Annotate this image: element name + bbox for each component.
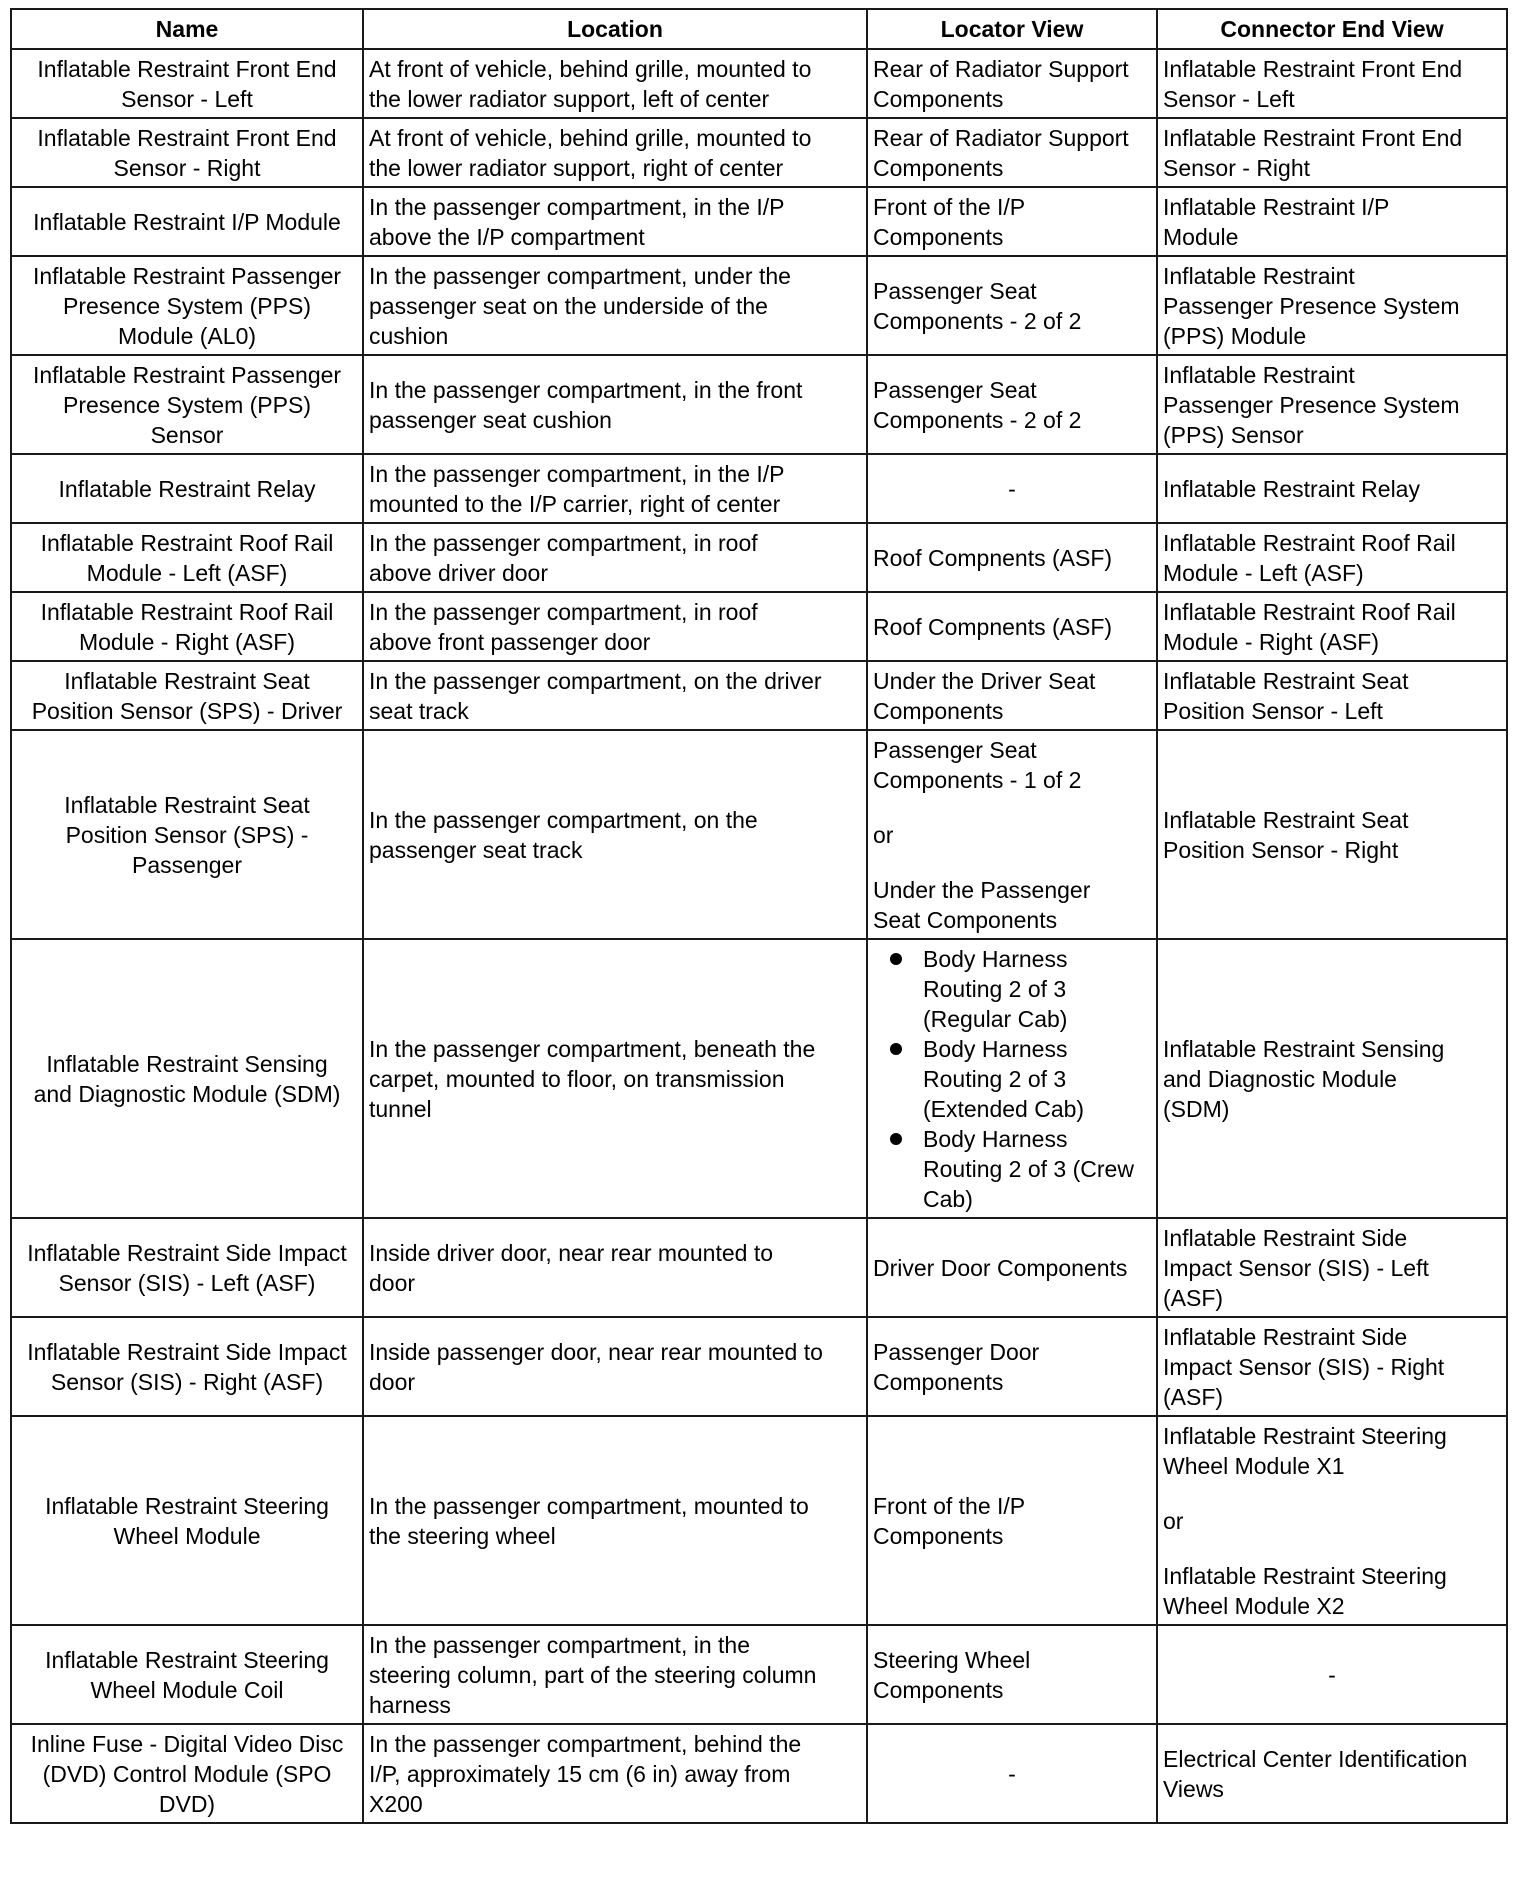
table-row xyxy=(11,49,1507,118)
cell-line: harness xyxy=(369,1692,451,1718)
cell-line: In the passenger compartment, in the xyxy=(369,1632,750,1658)
cell-line: Inflatable Restraint Side Impact xyxy=(27,1240,347,1266)
cell-line: Passenger xyxy=(132,852,242,878)
cell-line: Roof Compnents (ASF) xyxy=(873,614,1113,640)
cell-line: Module - Right (ASF) xyxy=(1163,629,1380,655)
table-row xyxy=(11,355,1507,454)
cell-locator-view xyxy=(867,454,1157,523)
cell-line: Steering Wheel xyxy=(873,1647,1031,1673)
cell-line: the lower radiator support, right of center xyxy=(369,155,784,181)
cell-line: Passenger Presence System xyxy=(1163,293,1460,319)
cell-line: Passenger Seat xyxy=(873,377,1037,403)
cell-line: At front of vehicle, behind grille, mounted to xyxy=(369,56,812,82)
cell-line: passenger seat on the underside of the xyxy=(369,293,768,319)
cell-name xyxy=(11,1724,363,1823)
cell-locator-view xyxy=(867,49,1157,118)
cell-line: Inflatable Restraint Steering xyxy=(1163,1423,1447,1449)
cell-location xyxy=(363,939,867,1218)
cell-connector-end-view xyxy=(1157,118,1507,187)
cell-name xyxy=(11,661,363,730)
cell-connector-end-view xyxy=(1157,355,1507,454)
cell-line: In the passenger compartment, mounted to xyxy=(369,1493,809,1519)
cell-line: Inline Fuse - Digital Video Disc xyxy=(30,1731,344,1757)
cell-line: Cab) xyxy=(923,1186,973,1212)
cell-location xyxy=(363,592,867,661)
cell-locator-view xyxy=(867,118,1157,187)
cell-line: Impact Sensor (SIS) - Left xyxy=(1163,1255,1429,1281)
cell-locator-view xyxy=(867,592,1157,661)
cell-name xyxy=(11,355,363,454)
cell-line: Presence System (PPS) xyxy=(63,293,311,319)
table-row xyxy=(11,1625,1507,1724)
cell-line: X200 xyxy=(369,1791,423,1817)
cell-connector-end-view xyxy=(1157,1724,1507,1823)
cell-line: Passenger Seat xyxy=(873,278,1037,304)
cell-connector-end-view xyxy=(1157,49,1507,118)
table-row xyxy=(11,661,1507,730)
bullet-item xyxy=(873,1034,1151,1124)
cell-line: cushion xyxy=(369,323,449,349)
cell-line: above the I/P compartment xyxy=(369,224,645,250)
cell-line: Passenger Seat xyxy=(873,737,1037,763)
table-row xyxy=(11,118,1507,187)
cell-connector-end-view xyxy=(1157,939,1507,1218)
cell-line: Front of the I/P xyxy=(873,194,1026,220)
header-connector-end-view: Connector End View xyxy=(1157,9,1507,49)
cell-line: Routing 2 of 3 (Crew xyxy=(923,1156,1134,1182)
cell-line: - xyxy=(1008,476,1016,502)
cell-location xyxy=(363,1218,867,1317)
cell-line: Inflatable Restraint Side xyxy=(1163,1324,1408,1350)
line-spacer xyxy=(1163,1481,1501,1506)
cell-line: Inflatable Restraint Relay xyxy=(58,476,316,502)
table-row xyxy=(11,187,1507,256)
cell-line: Position Sensor (SPS) - Driver xyxy=(31,698,343,724)
cell-locator-view xyxy=(867,187,1157,256)
cell-line: Inflatable Restraint Front End xyxy=(1163,125,1463,151)
cell-line: Inflatable Restraint Steering xyxy=(45,1647,329,1673)
cell-line: Passenger Presence System xyxy=(1163,392,1460,418)
cell-line: (ASF) xyxy=(1163,1285,1224,1311)
cell-connector-end-view xyxy=(1157,1218,1507,1317)
component-locator-table xyxy=(10,8,1508,1824)
cell-line: Rear of Radiator Support xyxy=(873,56,1129,82)
cell-location xyxy=(363,49,867,118)
cell-line: Passenger Door xyxy=(873,1339,1040,1365)
cell-locator-view xyxy=(867,523,1157,592)
line-spacer xyxy=(1163,1536,1501,1561)
cell-line: Components xyxy=(873,224,1004,250)
cell-connector-end-view xyxy=(1157,1625,1507,1724)
cell-location xyxy=(363,1724,867,1823)
cell-connector-end-view xyxy=(1157,730,1507,939)
cell-line: - xyxy=(1328,1662,1336,1688)
cell-line: Inflatable Restraint Steering xyxy=(1163,1563,1447,1589)
cell-line: the steering wheel xyxy=(369,1523,556,1549)
cell-line: the lower radiator support, left of center xyxy=(369,86,770,112)
table-row xyxy=(11,256,1507,355)
cell-line: - xyxy=(1008,1761,1016,1787)
cell-locator-view xyxy=(867,661,1157,730)
cell-line: Rear of Radiator Support xyxy=(873,125,1129,151)
cell-line: Seat Components xyxy=(873,907,1058,933)
cell-line: Inflatable Restraint Side Impact xyxy=(27,1339,347,1365)
cell-name xyxy=(11,1317,363,1416)
bullet-item xyxy=(873,1124,1151,1214)
line-spacer xyxy=(873,850,1151,875)
cell-line: Module - Right (ASF) xyxy=(78,629,295,655)
cell-name xyxy=(11,49,363,118)
cell-line: In the passenger compartment, in the I/P xyxy=(369,194,785,220)
cell-line: Body Harness xyxy=(923,1126,1068,1152)
cell-line: I/P, approximately 15 cm (6 in) away from xyxy=(369,1761,791,1787)
cell-line: Module - Left (ASF) xyxy=(1163,560,1364,586)
cell-name xyxy=(11,256,363,355)
cell-line: (ASF) xyxy=(1163,1384,1224,1410)
cell-line: Module (AL0) xyxy=(117,323,257,349)
bullet-dot-icon xyxy=(890,1133,902,1145)
cell-line: Inside driver door, near rear mounted to xyxy=(369,1240,774,1266)
cell-line: Inflatable Restraint I/P Module xyxy=(33,209,341,235)
cell-line: Inflatable Restraint Roof Rail xyxy=(40,599,334,625)
cell-line: door xyxy=(369,1369,416,1395)
cell-line: Wheel Module Coil xyxy=(90,1677,284,1703)
cell-line: Components xyxy=(873,698,1004,724)
cell-line: (DVD) Control Module (SPO xyxy=(42,1761,332,1787)
cell-line: Inflatable Restraint xyxy=(1163,263,1355,289)
cell-line: Sensor (SIS) - Left (ASF) xyxy=(58,1270,316,1296)
cell-line: Inflatable Restraint I/P xyxy=(1163,194,1390,220)
cell-name xyxy=(11,1218,363,1317)
cell-line: door xyxy=(369,1270,416,1296)
cell-line: Position Sensor (SPS) - xyxy=(65,822,309,848)
cell-line: Inflatable Restraint Seat xyxy=(64,792,310,818)
cell-name xyxy=(11,523,363,592)
cell-line: Components xyxy=(873,1369,1004,1395)
table-header-row xyxy=(11,9,1507,49)
table-row xyxy=(11,1218,1507,1317)
cell-line: Views xyxy=(1163,1776,1224,1802)
cell-line: Components - 2 of 2 xyxy=(873,308,1082,334)
cell-name xyxy=(11,592,363,661)
cell-line: Inflatable Restraint Relay xyxy=(1163,476,1420,502)
cell-line: Impact Sensor (SIS) - Right xyxy=(1163,1354,1445,1380)
cell-location xyxy=(363,661,867,730)
cell-line: Inflatable Restraint Side xyxy=(1163,1225,1408,1251)
cell-line: or xyxy=(873,822,894,848)
bullet-dot-icon xyxy=(890,1043,902,1055)
cell-line: Components - 1 of 2 xyxy=(873,767,1082,793)
cell-location xyxy=(363,454,867,523)
cell-line: Components xyxy=(873,1677,1004,1703)
cell-locator-view xyxy=(867,256,1157,355)
cell-line: Sensor (SIS) - Right (ASF) xyxy=(50,1369,324,1395)
cell-line: above driver door xyxy=(369,560,548,586)
cell-line: In the passenger compartment, on the xyxy=(369,807,758,833)
cell-connector-end-view xyxy=(1157,523,1507,592)
cell-line: Position Sensor - Left xyxy=(1163,698,1383,724)
cell-line: Under the Passenger xyxy=(873,877,1091,903)
cell-location xyxy=(363,118,867,187)
cell-name xyxy=(11,1416,363,1625)
line-spacer xyxy=(873,795,1151,820)
cell-line: Inflatable Restraint Front End xyxy=(1163,56,1463,82)
cell-locator-view xyxy=(867,939,1157,1218)
cell-line: Inflatable Restraint Front End xyxy=(37,56,337,82)
cell-line: In the passenger compartment, beneath the xyxy=(369,1036,816,1062)
table-row xyxy=(11,454,1507,523)
cell-line: Inflatable Restraint xyxy=(1163,362,1355,388)
cell-line: Inflatable Restraint Steering xyxy=(45,1493,329,1519)
cell-line: (PPS) Module xyxy=(1163,323,1307,349)
cell-line: Wheel Module xyxy=(113,1523,261,1549)
cell-line: or xyxy=(1163,1508,1184,1534)
cell-line: Inflatable Restraint Passenger xyxy=(32,362,342,388)
cell-line: Inflatable Restraint Sensing xyxy=(46,1051,328,1077)
cell-location xyxy=(363,1317,867,1416)
cell-line: Inflatable Restraint Front End xyxy=(37,125,337,151)
table-row xyxy=(11,523,1507,592)
cell-line: In the passenger compartment, on the driver xyxy=(369,668,822,694)
cell-locator-view xyxy=(867,730,1157,939)
bullet-item xyxy=(873,944,1151,1034)
cell-line: In the passenger compartment, in roof xyxy=(369,599,758,625)
cell-name xyxy=(11,939,363,1218)
cell-line: Body Harness xyxy=(923,946,1068,972)
table-row xyxy=(11,592,1507,661)
cell-location xyxy=(363,1625,867,1724)
cell-line: mounted to the I/P carrier, right of center xyxy=(369,491,781,517)
cell-line: DVD) xyxy=(158,1791,216,1817)
cell-line: Sensor - Left xyxy=(121,86,253,112)
cell-line: passenger seat track xyxy=(369,837,583,863)
table-row xyxy=(11,939,1507,1218)
cell-line: passenger seat cushion xyxy=(369,407,612,433)
cell-line: Components xyxy=(873,1523,1004,1549)
cell-line: tunnel xyxy=(369,1096,432,1122)
cell-line: In the passenger compartment, in roof xyxy=(369,530,758,556)
cell-location xyxy=(363,730,867,939)
cell-line: In the passenger compartment, behind the xyxy=(369,1731,802,1757)
cell-line: Position Sensor - Right xyxy=(1163,837,1399,863)
header-name: Name xyxy=(11,9,363,49)
cell-location xyxy=(363,523,867,592)
cell-locator-view xyxy=(867,355,1157,454)
cell-line: steering column, part of the steering column xyxy=(369,1662,817,1688)
table-row xyxy=(11,1317,1507,1416)
cell-line: Roof Compnents (ASF) xyxy=(873,545,1113,571)
cell-line: Wheel Module X2 xyxy=(1163,1593,1345,1619)
cell-line: Sensor - Left xyxy=(1163,86,1295,112)
cell-line: Inflatable Restraint Roof Rail xyxy=(1163,599,1456,625)
header-locator-view: Locator View xyxy=(867,9,1157,49)
cell-line: In the passenger compartment, under the xyxy=(369,263,791,289)
cell-line: Electrical Center Identification xyxy=(1163,1746,1468,1772)
cell-name xyxy=(11,118,363,187)
cell-connector-end-view xyxy=(1157,1317,1507,1416)
cell-line: Routing 2 of 3 xyxy=(923,976,1067,1002)
cell-line: Inflatable Restraint Sensing xyxy=(1163,1036,1445,1062)
cell-line: Inside passenger door, near rear mounted to xyxy=(369,1339,823,1365)
cell-connector-end-view xyxy=(1157,592,1507,661)
cell-locator-view xyxy=(867,1416,1157,1625)
cell-connector-end-view xyxy=(1157,661,1507,730)
table-body xyxy=(11,49,1507,1823)
cell-connector-end-view xyxy=(1157,454,1507,523)
header-location: Location xyxy=(363,9,867,49)
cell-locator-view xyxy=(867,1317,1157,1416)
cell-line: Inflatable Restraint Passenger xyxy=(32,263,342,289)
cell-name xyxy=(11,1625,363,1724)
cell-line: Inflatable Restraint Seat xyxy=(1163,668,1409,694)
cell-line: and Diagnostic Module xyxy=(1163,1066,1397,1092)
cell-line: Front of the I/P xyxy=(873,1493,1026,1519)
cell-line: Inflatable Restraint Seat xyxy=(1163,807,1409,833)
cell-line: Inflatable Restraint Roof Rail xyxy=(40,530,334,556)
cell-line: Sensor - Right xyxy=(113,155,261,181)
cell-line: In the passenger compartment, in the I/P xyxy=(369,461,785,487)
cell-locator-view xyxy=(867,1724,1157,1823)
cell-line: (Extended Cab) xyxy=(923,1096,1085,1122)
cell-line: Under the Driver Seat xyxy=(873,668,1096,694)
cell-line: Inflatable Restraint Seat xyxy=(64,668,310,694)
cell-line: carpet, mounted to floor, on transmission xyxy=(369,1066,785,1092)
cell-line: Routing 2 of 3 xyxy=(923,1066,1067,1092)
cell-line: (Regular Cab) xyxy=(923,1006,1068,1032)
bullet-dot-icon xyxy=(890,953,902,965)
cell-line: At front of vehicle, behind grille, mounted to xyxy=(369,125,812,151)
table-row xyxy=(11,730,1507,939)
cell-line: Components xyxy=(873,86,1004,112)
table-row xyxy=(11,1416,1507,1625)
cell-line: and Diagnostic Module (SDM) xyxy=(33,1081,341,1107)
cell-line: Module xyxy=(1163,224,1239,250)
cell-line: seat track xyxy=(369,698,469,724)
cell-connector-end-view xyxy=(1157,256,1507,355)
cell-line: Sensor - Right xyxy=(1163,155,1311,181)
cell-location xyxy=(363,187,867,256)
cell-line: Body Harness xyxy=(923,1036,1068,1062)
table-row xyxy=(11,1724,1507,1823)
cell-name xyxy=(11,187,363,256)
cell-line: Components - 2 of 2 xyxy=(873,407,1082,433)
cell-line: Sensor xyxy=(150,422,224,448)
cell-location xyxy=(363,355,867,454)
cell-line: Driver Door Components xyxy=(873,1255,1128,1281)
cell-line: In the passenger compartment, in the front xyxy=(369,377,803,403)
cell-line: Presence System (PPS) xyxy=(63,392,311,418)
cell-name xyxy=(11,454,363,523)
cell-locator-view xyxy=(867,1625,1157,1724)
cell-locator-view xyxy=(867,1218,1157,1317)
cell-line: Components xyxy=(873,155,1004,181)
cell-location xyxy=(363,256,867,355)
cell-line: Inflatable Restraint Roof Rail xyxy=(1163,530,1456,556)
cell-connector-end-view xyxy=(1157,1416,1507,1625)
cell-line: Wheel Module X1 xyxy=(1163,1453,1345,1479)
cell-connector-end-view xyxy=(1157,187,1507,256)
cell-line: Module - Left (ASF) xyxy=(86,560,288,586)
locator-bullet-list xyxy=(873,944,1151,1214)
cell-line: above front passenger door xyxy=(369,629,651,655)
cell-name xyxy=(11,730,363,939)
cell-line: (PPS) Sensor xyxy=(1163,422,1304,448)
cell-line: (SDM) xyxy=(1163,1096,1230,1122)
cell-location xyxy=(363,1416,867,1625)
